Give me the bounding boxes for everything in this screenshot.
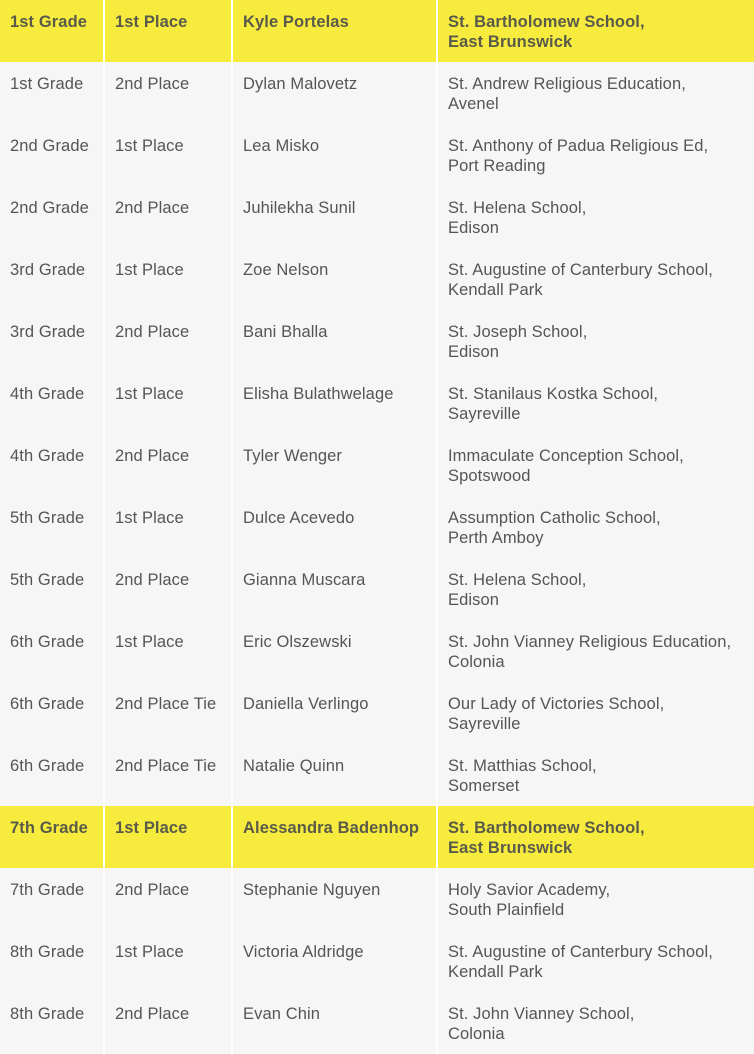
school-name: St. Joseph School, xyxy=(448,323,588,341)
school-town: Kendall Park xyxy=(448,963,543,981)
school-cell xyxy=(438,186,754,248)
student-name-cell: Eric Olszewski xyxy=(233,620,436,682)
school-town: East Brunswick xyxy=(448,33,573,51)
school-town: South Plainfield xyxy=(448,901,565,919)
student-name-cell: Evan Chin xyxy=(233,992,436,1054)
student-name-cell: Dylan Malovetz xyxy=(233,62,436,124)
school-name: St. Augustine of Canterbury School, xyxy=(448,943,713,961)
student-name-cell: Natalie Quinn xyxy=(233,744,436,806)
place-cell: 2nd Place Tie xyxy=(105,682,231,744)
place-cell: 1st Place xyxy=(105,372,231,434)
school-town: East Brunswick xyxy=(448,839,573,857)
place-cell: 1st Place xyxy=(105,930,231,992)
school-cell xyxy=(438,0,754,62)
student-name-cell: Daniella Verlingo xyxy=(233,682,436,744)
school-name: St. Augustine of Canterbury School, xyxy=(448,261,713,279)
place-cell: 1st Place xyxy=(105,0,231,62)
school-town: Kendall Park xyxy=(448,281,543,299)
school-cell xyxy=(438,372,754,434)
school-town: Colonia xyxy=(448,1025,505,1043)
grade-cell: 2nd Grade xyxy=(0,186,103,248)
school-cell xyxy=(438,744,754,806)
place-cell: 1st Place xyxy=(105,496,231,558)
grade-cell: 4th Grade xyxy=(0,372,103,434)
school-cell xyxy=(438,124,754,186)
place-cell: 2nd Place xyxy=(105,434,231,496)
place-cell: 1st Place xyxy=(105,124,231,186)
school-name: St. Helena School, xyxy=(448,199,587,217)
student-name-cell: Lea Misko xyxy=(233,124,436,186)
grade-cell: 7th Grade xyxy=(0,806,103,868)
school-cell xyxy=(438,992,754,1054)
grade-cell: 8th Grade xyxy=(0,930,103,992)
school-cell xyxy=(438,434,754,496)
student-name-cell: Victoria Aldridge xyxy=(233,930,436,992)
grade-cell: 5th Grade xyxy=(0,558,103,620)
grade-cell: 1st Grade xyxy=(0,62,103,124)
school-cell xyxy=(438,620,754,682)
school-name: Our Lady of Victories School, xyxy=(448,695,665,713)
school-cell xyxy=(438,62,754,124)
school-cell xyxy=(438,496,754,558)
place-cell: 2nd Place xyxy=(105,992,231,1054)
school-name: Holy Savior Academy, xyxy=(448,881,611,899)
student-name-cell: Bani Bhalla xyxy=(233,310,436,372)
school-town: Edison xyxy=(448,591,500,609)
place-cell: 1st Place xyxy=(105,620,231,682)
school-name: St. Anthony of Padua Religious Ed, xyxy=(448,137,709,155)
school-cell xyxy=(438,558,754,620)
school-town: Somerset xyxy=(448,777,520,795)
school-cell xyxy=(438,868,754,930)
school-name: St. Andrew Religious Education, xyxy=(448,75,686,93)
school-name: Assumption Catholic School, xyxy=(448,509,661,527)
school-town: Port Reading xyxy=(448,157,546,175)
place-cell: 2nd Place xyxy=(105,868,231,930)
school-town: Edison xyxy=(448,219,500,237)
school-name: St. Bartholomew School, xyxy=(448,819,645,837)
school-town: Edison xyxy=(448,343,500,361)
grade-cell: 3rd Grade xyxy=(0,310,103,372)
school-town: Sayreville xyxy=(448,715,521,733)
grade-cell: 6th Grade xyxy=(0,682,103,744)
student-name-cell: Zoe Nelson xyxy=(233,248,436,310)
school-cell xyxy=(438,930,754,992)
school-town: Spotswood xyxy=(448,467,531,485)
school-town: Perth Amboy xyxy=(448,529,544,547)
grade-cell: 8th Grade xyxy=(0,992,103,1054)
grade-cell: 4th Grade xyxy=(0,434,103,496)
school-name: St. John Vianney School, xyxy=(448,1005,635,1023)
student-name-cell: Elisha Bulathwelage xyxy=(233,372,436,434)
school-cell xyxy=(438,248,754,310)
school-town: Avenel xyxy=(448,95,499,113)
school-cell xyxy=(438,806,754,868)
school-name: St. Bartholomew School, xyxy=(448,13,645,31)
grade-cell: 3rd Grade xyxy=(0,248,103,310)
place-cell: 2nd Place xyxy=(105,186,231,248)
school-name: St. Helena School, xyxy=(448,571,587,589)
school-cell xyxy=(438,310,754,372)
student-name-cell: Kyle Portelas xyxy=(233,0,436,62)
student-name-cell: Juhilekha Sunil xyxy=(233,186,436,248)
grade-cell: 2nd Grade xyxy=(0,124,103,186)
grade-cell: 6th Grade xyxy=(0,744,103,806)
school-name: St. John Vianney Religious Education, xyxy=(448,633,732,651)
school-name: Immaculate Conception School, xyxy=(448,447,684,465)
grade-cell: 5th Grade xyxy=(0,496,103,558)
place-cell: 1st Place xyxy=(105,248,231,310)
student-name-cell: Gianna Muscara xyxy=(233,558,436,620)
student-name-cell: Alessandra Badenhop xyxy=(233,806,436,868)
school-cell xyxy=(438,682,754,744)
grade-cell: 7th Grade xyxy=(0,868,103,930)
school-name: St. Matthias School, xyxy=(448,757,597,775)
place-cell: 2nd Place xyxy=(105,558,231,620)
grade-cell: 1st Grade xyxy=(0,0,103,62)
school-town: Colonia xyxy=(448,653,505,671)
student-name-cell: Dulce Acevedo xyxy=(233,496,436,558)
school-name: St. Stanilaus Kostka School, xyxy=(448,385,659,403)
place-cell: 2nd Place Tie xyxy=(105,744,231,806)
grade-cell: 6th Grade xyxy=(0,620,103,682)
place-cell: 2nd Place xyxy=(105,310,231,372)
place-cell: 2nd Place xyxy=(105,62,231,124)
student-name-cell: Stephanie Nguyen xyxy=(233,868,436,930)
student-name-cell: Tyler Wenger xyxy=(233,434,436,496)
place-cell: 1st Place xyxy=(105,806,231,868)
school-town: Sayreville xyxy=(448,405,521,423)
